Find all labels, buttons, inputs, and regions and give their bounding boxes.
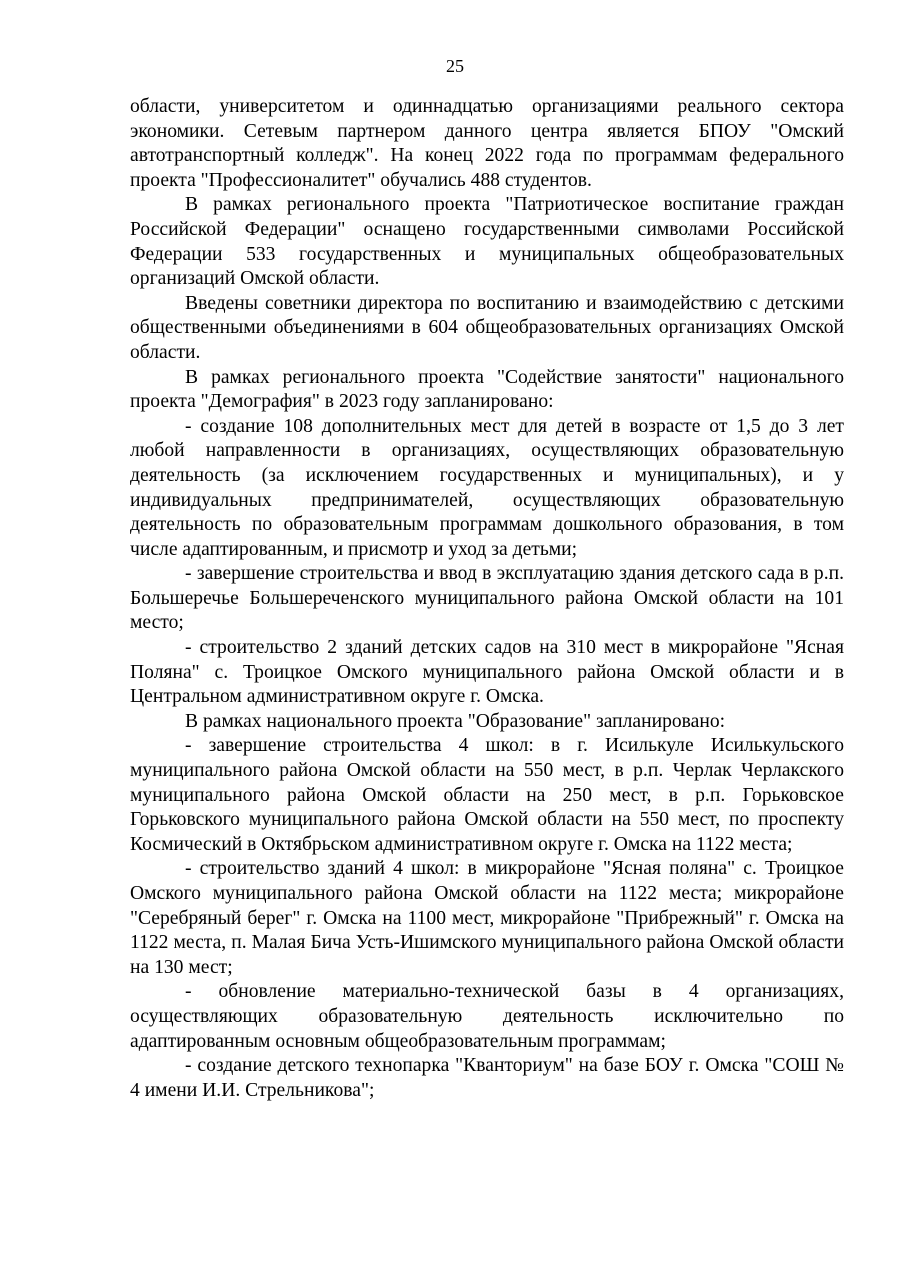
list-item: - завершение строительства 4 школ: в г. Исилькуле Исилькульского муниципального района Омской области на 550 мест, в р.п. Черлак Черлакского муниципального района Омской области на 250 мест, в р.п. Горьковское Горьковского муниципального района Омской области на 550 мест, по проспекту Космический в Октябрьском административном округе г. Омска на 1122 места; (130, 735, 844, 855)
paragraph: области, университетом и одиннадцатью организациями реального сектора экономики. Сетевым партнером данного центра является БПОУ "Омский автотранспортный колледж". На конец 2022 года по программам федерального проекта "Профессионалитет" обучались 488 студентов. (130, 96, 844, 191)
document-body (130, 95, 844, 1103)
paragraph: Введены советники директора по воспитанию и взаимодействию с детскими общественными объединениями в 604 общеобразовательных организациях Омской области. (130, 292, 844, 363)
list-item: - завершение строительства и ввод в эксплуатацию здания детского сада в р.п. Большеречье Большереченского муниципального района Омской области на 101 место; (130, 563, 844, 634)
list-item: - создание детского технопарка "Кванториум" на базе БОУ г. Омска "СОШ № 4 имени И.И. Стрельникова"; (130, 1055, 844, 1101)
page-number: 25 (446, 56, 464, 76)
list-item: - создание 108 дополнительных мест для детей в возрасте от 1,5 до 3 лет любой направленности в организациях, осуществляющих образовательную деятельность (за исключением государственных и муниципальных), и у индивидуальных предпринимателей, осуществляющих образовательную деятельность по образовательным программам дошкольного образования, в том числе адаптированным, и присмотр и уход за детьми; (130, 415, 844, 560)
list-item: - обновление материально-технической базы в 4 организациях, осуществляющих образовательную деятельность исключительно по адаптированным основным общеобразовательным программам; (130, 981, 844, 1052)
list-item: - строительство зданий 4 школ: в микрорайоне "Ясная поляна" с. Троицкое Омского муниципального района Омской области на 1122 места; микрорайоне "Серебряный берег" г. Омска на 1100 мест, микрорайоне "Прибрежный" г. Омска на 1122 места, п. Малая Бича Усть-Ишимского муниципального района Омской области на 130 мест; (130, 858, 844, 978)
paragraph: В рамках регионального проекта "Патриотическое воспитание граждан Российской Федерации" оснащено государственными символами Российской Федерации 533 государственных и муниципальных общеобразовательных организаций Омской области. (130, 194, 844, 290)
paragraph: В рамках национального проекта "Образование" запланировано: (185, 710, 726, 732)
list-item: - строительство 2 зданий детских садов на 310 мест в микрорайоне "Ясная Поляна" с. Троицкое Омского муниципального района Омской области и в Центральном административном округе г. Омска. (130, 637, 844, 708)
paragraph: В рамках регионального проекта "Содействие занятости" национального проекта "Демография" в 2023 году запланировано: (130, 366, 844, 413)
